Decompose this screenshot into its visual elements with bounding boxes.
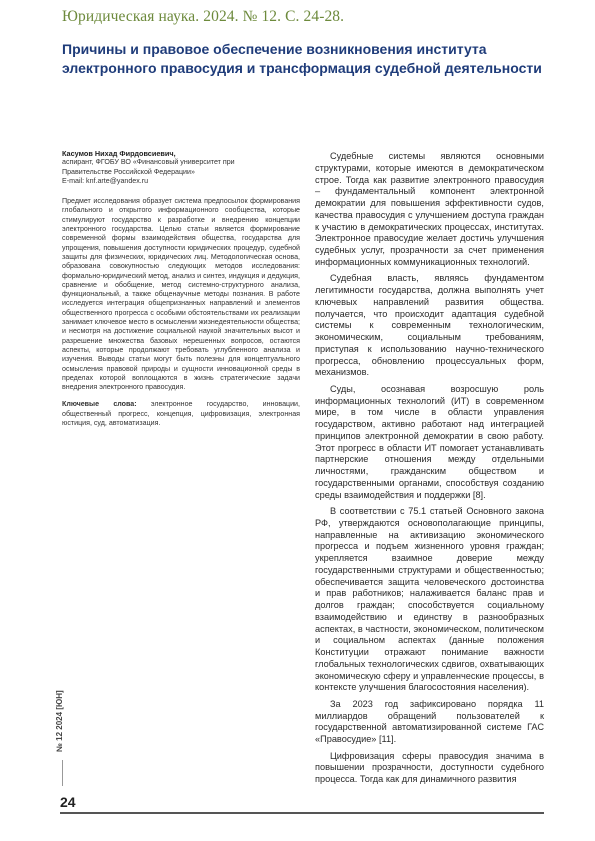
body-text — [315, 151, 544, 791]
issue-sidebar-label: № 12 2024 [ЮН] — [55, 690, 64, 752]
body-paragraph-3: Суды, осознавая возросшую роль информационных технологий (ИТ) в современном мире, в том числе в области управления государством, активно работают над интеграцией принципов электронной демократии в свою работу. Этот прогресс в области ИТ помогает устанавливать партнерские отношения между отдельными личностями, гражданским обществом и государственными органами, способствуя созданию среды взаимодействия и поддержки [8]. — [315, 383, 544, 500]
left-column — [62, 149, 300, 428]
keywords — [62, 400, 300, 428]
body-paragraph-6: Цифровизация сферы правосудия значима в повышении прозрачности, доступности судебного процесса. Тогда как для динамичного развития — [315, 750, 544, 785]
keywords-text: электронное государство, инновации, общественный прогресс, концепция, цифровизация, электронная юстиция, суд, автоматизация. — [62, 400, 300, 428]
body-paragraph-4: В соответствии с 75.1 статьей Основного закона РФ, утверждаются основополагающие принципы, направленные на активизацию экономического прогресса и подъем жизненного уровня граждан; укрепляется взаимное доверие между государственными структурами и общественностью; обеспечивается защита человеческого достоинства и прав работников; налаживается баланс прав и долгов граждан; способствуется социальному взаимодействию и единству в разнообразных аспектах, в частности, экономическом, политическом и социальном аспектах (данные положения Конституции отражают понимание важности глобальных технологических сдвигов, охватывающих экономическую сферу и управленческие процессы, в контексте улучшения благосостояния населения). — [315, 506, 544, 693]
footer-rule — [60, 812, 544, 814]
body-paragraph-5: За 2023 год зафиксировано порядка 11 миллиардов обращений пользователей к государственной автоматизированной системе ГАС «Правосудие» [11]. — [315, 698, 544, 745]
body-paragraph-2: Судебная власть, являясь фундаментом легитимности государства, должна выполнять учет ключевых направлений развития общества. получается, что происходит адаптация судебной системы к современным технологическим, экономическим, социальным требованиям, приступая к использованию научно-технического прогресса, обновлению процессуальных форм, механизмов. — [315, 273, 544, 378]
keywords-label: Ключевые слова: — [62, 400, 137, 409]
author-affiliation-line2: Правительстве Российской Федерации» — [62, 167, 195, 176]
page-number: 24 — [60, 794, 76, 810]
abstract: Предмет исследования образует система предпосылок формирования глобального и открытого информационного сообщества, которые стимулируют государство к разработке и внедрению концепции электронного государства. Целью статьи является формирование современной формы взаимодействия общества, государства для упрощения, повышения доступности юридических процедур, судебной защиты для физических, юридических лиц. Методологическая основа, образована совокупностью следующих методов исследования: формально-юридический метод, анализ и синтез, индукция и дедукция, сравнение и обобщение, метод системно-структурного анализа, функциональный, а также общенаучные методы познания. В работе исследуется интеграция общепризнанных направлений и элементов общественного прогресса с особыми обстоятельствами их реализации занимает ключевое место в осмыслении жизнедеятельности общества; и несмотря на достижение социальной наукой значительных высот и разрешение множества базовых нерешенных вопросов, остаются аспекты, которые продолжают требовать углубленного анализа и изучения. Выводы статьи могут быть полезны для концептуального осмысления правовой природы и сущности инновационной среды в пределах которой воплощаются в жизнь стратегические задачи внедрения электронного правосудия. — [62, 197, 300, 392]
body-paragraph-1: Судебные системы являются основными структурами, которые имеются в демократическом строе. Тогда как развитие электронного правосудия – фундаментальный компонент электронной демократии для повышения эффективности судов, качества правосудия с улучшением доступа граждан к участию в демократических процессах, институтах. Электронное правосудие желает достичь улучшения судебных услуг, прозрачности за счет применения информационных коммуникационных технологий. — [315, 151, 544, 267]
journal-header: Юридическая наука. 2024. № 12. С. 24-28. — [62, 8, 345, 25]
article-title: Причины и правовое обеспечение возникновения института электронного правосудия и трансформация судебной деятельности — [62, 41, 542, 76]
author-name: Касумов Нихад Фирдовсиевич, — [62, 149, 176, 158]
author-email: E-mail: knf.arte@yandex.ru — [62, 176, 149, 185]
sidebar-divider — [62, 760, 63, 786]
author-affiliation-line1: аспирант, ФГОБУ ВО «Финансовый университет при — [62, 158, 235, 167]
